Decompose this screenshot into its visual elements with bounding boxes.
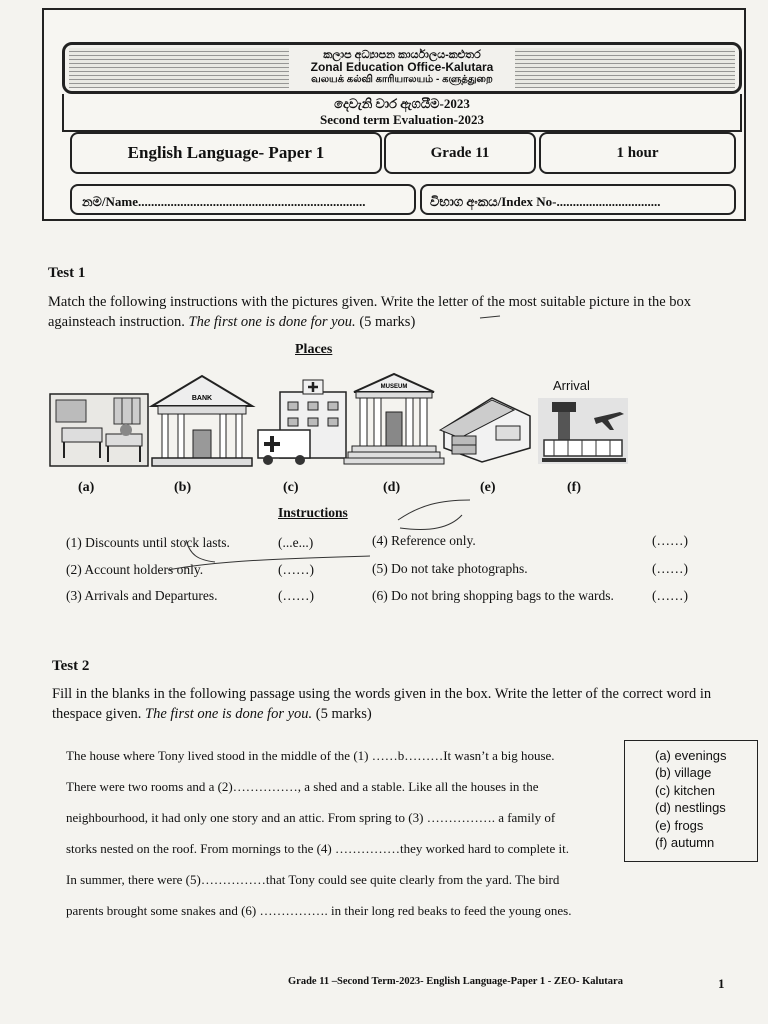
test1-instruction [48, 292, 728, 332]
bank-sign: BANK [191, 395, 213, 402]
test2-instruction-italic: The first one is done for you. [145, 706, 313, 722]
picture-c-hospital [258, 380, 346, 465]
picture-b-bank [152, 376, 252, 466]
word-option-b: (b) village [655, 765, 712, 781]
test1-instruction-italic: The first one is done for you. [188, 314, 356, 330]
test1-title: Test 1 [48, 265, 86, 281]
places-pictures [48, 372, 648, 472]
passage-line-4: storks nested on the roof. From mornings to the (4) ……………they worked hard to complete it. [66, 841, 569, 856]
test2-instruction-text: Fill in the blanks in the following passage using the words given in the box. Write the letter of the correct word in thespace given. [52, 686, 712, 722]
test2-title: Test 2 [52, 658, 90, 674]
grade-box: Grade 11 [384, 132, 536, 174]
picture-e-shop [440, 398, 530, 462]
word-option-d: (d) nestlings [655, 800, 726, 816]
picture-a-ward [50, 394, 148, 466]
picture-d-museum [344, 374, 444, 464]
page-footer: Grade 11 –Second Term-2023- English Language-Paper 1 - ZEO- Kalutara [288, 976, 623, 987]
picture-label-b: (b) [174, 480, 192, 495]
banner-stripes-left [69, 48, 289, 88]
word-option-c: (c) kitchen [655, 782, 715, 798]
places-heading: Places [295, 342, 333, 357]
test2-instruction [52, 684, 728, 724]
passage-line-6: parents brought some snakes and (6) ……………. in their long red beaks to feed the young ones. [66, 903, 572, 918]
page-number: 1 [718, 976, 725, 991]
passage-line-5: In summer, there were (5)……………that Tony could see quite clearly from the yard. The bird [66, 872, 560, 887]
instruction-item-5: (5) Do not take photographs. [372, 561, 528, 576]
picture-label-e: (e) [480, 480, 496, 495]
instruction-item-6: (6) Do not bring shopping bags to the wards. [372, 588, 614, 603]
banner-line-english: Zonal Education Office-Kalutara [310, 60, 494, 74]
banner-line-tamil: வலயக் கல்வி காரியாலயம் - களுத்துறை [311, 74, 493, 85]
banner-stripes-right [515, 48, 735, 88]
subject-box: English Language- Paper 1 [70, 132, 382, 174]
banner-line-sinhala: කලාප අධ්‍යාපන කාර්යාලය-කළුතර [323, 49, 481, 61]
term-english: Second term Evaluation-2023 [320, 112, 484, 127]
word-option-e: (e) frogs [655, 817, 704, 833]
instruction-item-4: (4) Reference only. [372, 533, 476, 548]
answer-blank-4[interactable]: (……) [652, 533, 688, 548]
duration-box: 1 hour [539, 132, 736, 174]
picture-label-d: (d) [383, 480, 401, 495]
instruction-item-2: (2) Account holders only. [66, 562, 204, 577]
picture-f-airport [538, 398, 628, 464]
test1-marks: (5 marks) [359, 314, 416, 330]
instruction-item-3: (3) Arrivals and Departures. [66, 588, 218, 603]
arrival-caption: Arrival [553, 378, 590, 393]
instruction-item-1: (1) Discounts until stock lasts. [66, 535, 230, 550]
passage-line-1: The house where Tony lived stood in the middle of the (1) ……b………It wasn’t a big house. [66, 748, 555, 763]
test2-marks: (5 marks) [315, 706, 372, 722]
passage-line-2: There were two rooms and a (2)……………, a shed and a stable. Like all the houses in the [66, 779, 539, 794]
name-field[interactable]: නම/Name...................................................................... [70, 184, 416, 215]
answer-blank-5[interactable]: (……) [652, 561, 688, 576]
picture-label-c: (c) [283, 480, 299, 495]
word-option-a: (a) evenings [655, 748, 727, 763]
test1-instruction-text: Match the following instructions with the pictures given. Write the letter of the most suitable picture in the box againsteach instruction. [48, 294, 692, 330]
instructions-heading: Instructions [278, 505, 348, 520]
term-sinhala: දෙවැනි වාර ඇගයීම-2023 [334, 96, 470, 111]
answer-blank-1[interactable]: (...e...) [278, 535, 314, 550]
office-banner [62, 42, 742, 94]
answer-blank-2[interactable]: (……) [278, 562, 314, 577]
index-number-field[interactable]: විභාග අංකය/Index No-................................ [420, 184, 736, 215]
picture-label-f: (f) [567, 480, 581, 495]
term-title [62, 94, 742, 132]
picture-label-a: (a) [78, 480, 95, 495]
word-option-f: (f) autumn [655, 835, 715, 851]
word-box [624, 740, 758, 862]
answer-blank-6[interactable]: (……) [652, 588, 688, 603]
museum-sign: MUSEUM [380, 384, 408, 390]
passage-line-3: neighbourhood, it had only one story and an attic. From spring to (3) ……………. a family of [66, 810, 556, 825]
answer-blank-3[interactable]: (……) [278, 588, 314, 603]
